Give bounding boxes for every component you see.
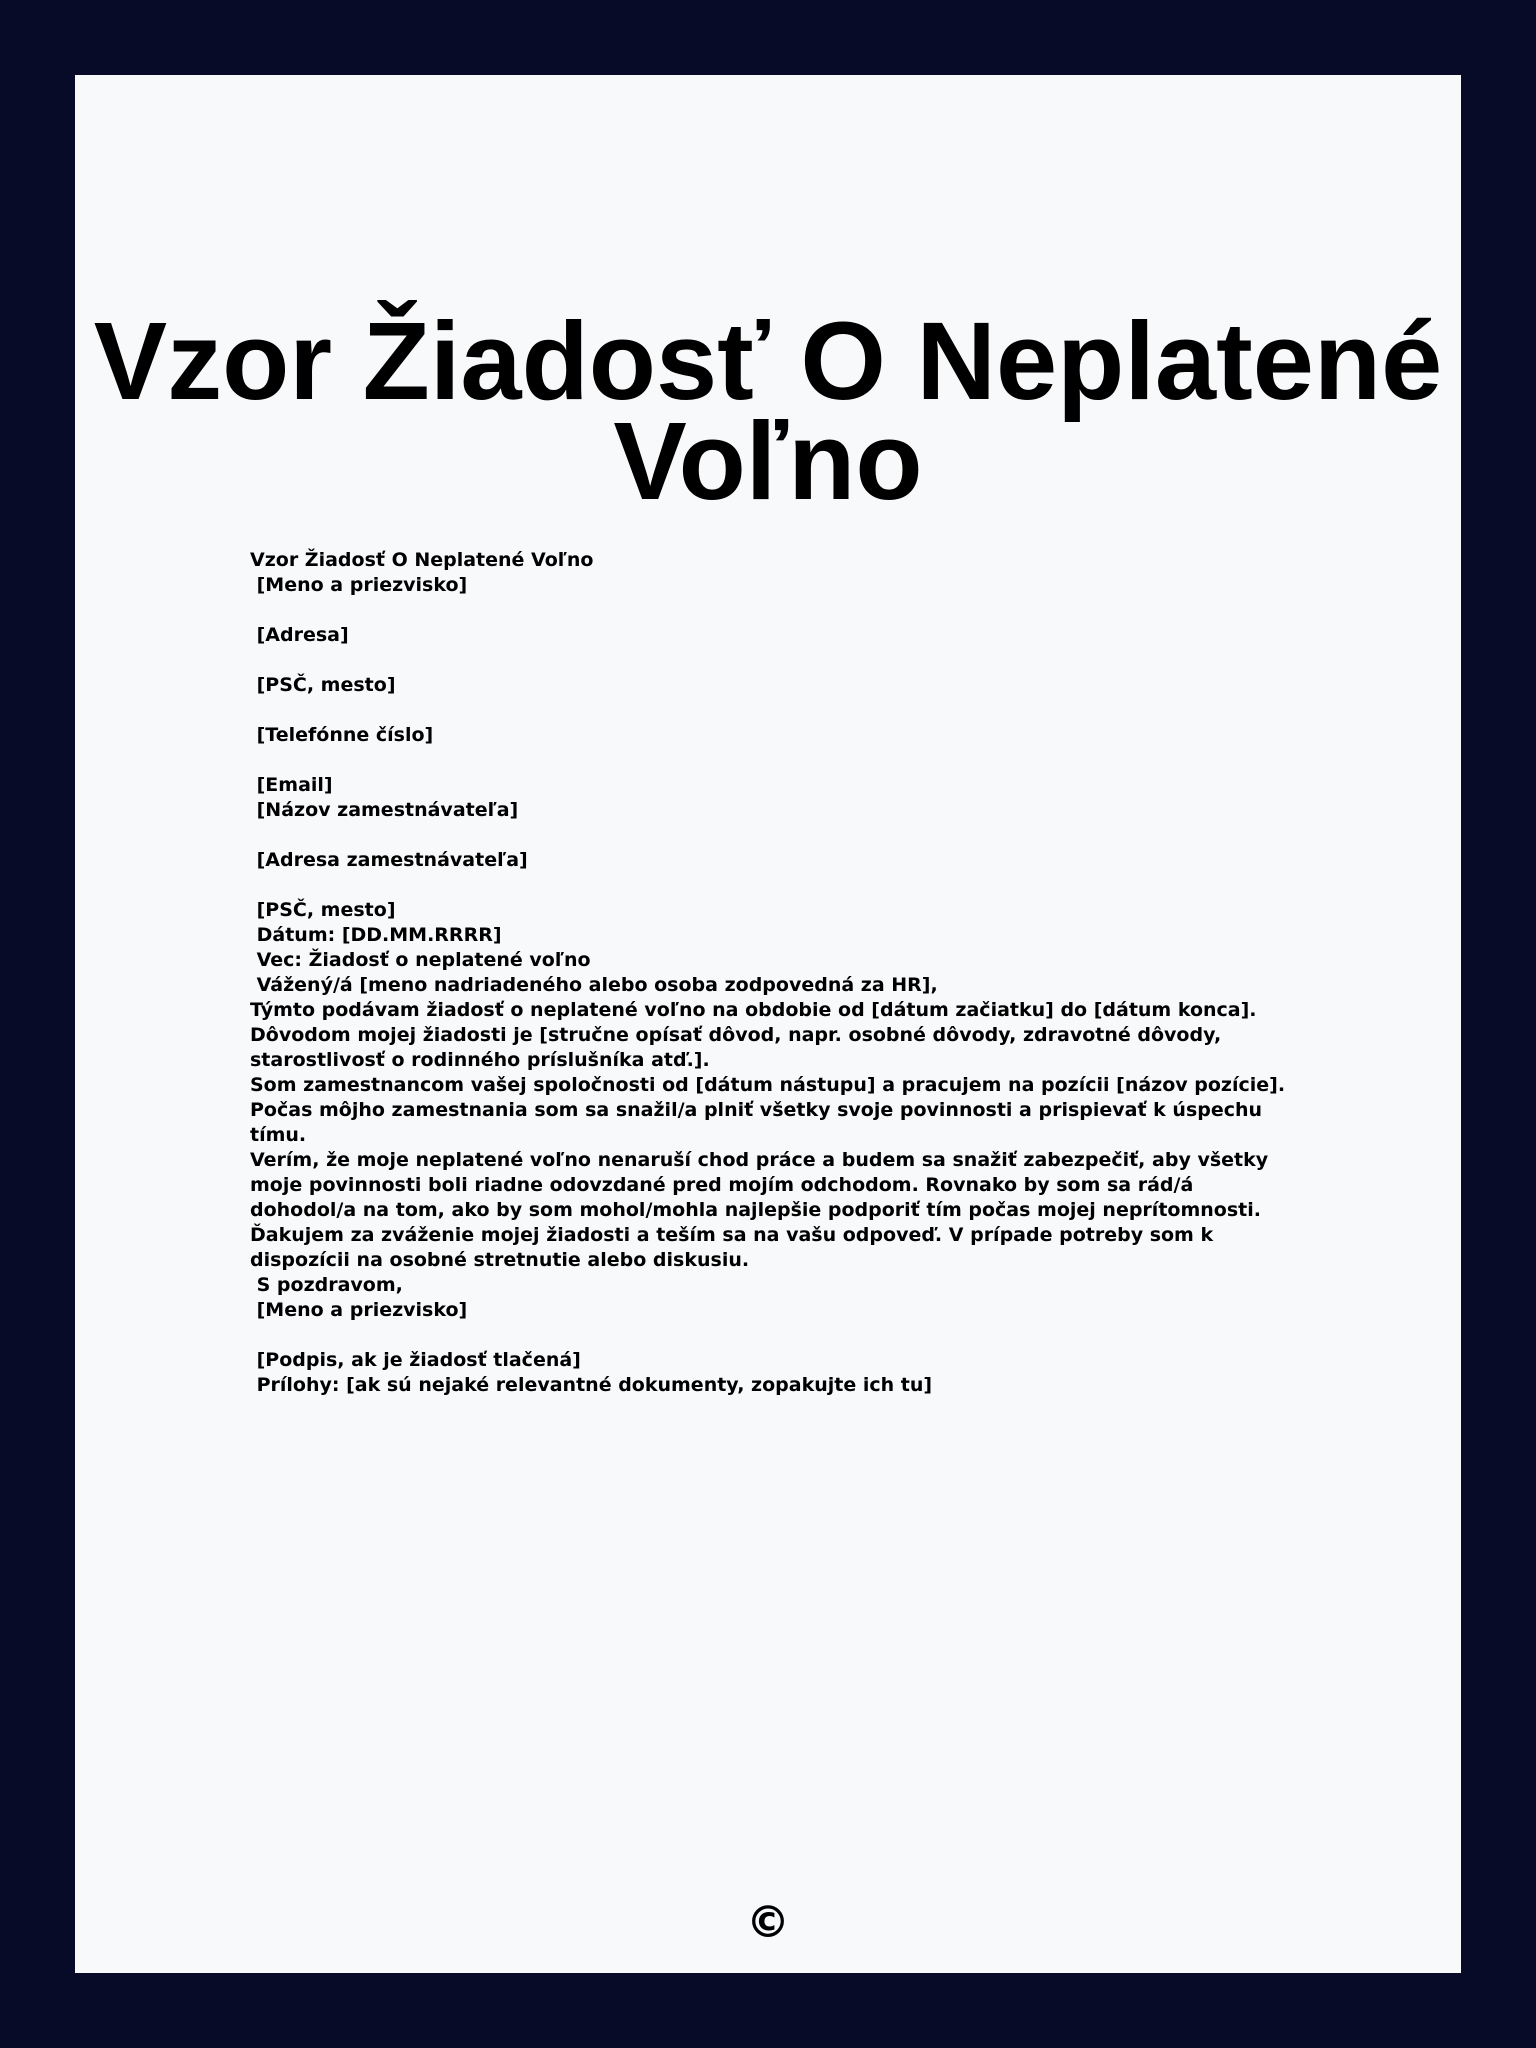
- blank-line: [250, 698, 1290, 723]
- blank-line: [250, 1323, 1290, 1348]
- letter-date: Dátum: [DD.MM.RRRR]: [250, 924, 502, 946]
- blank-line: [250, 648, 1290, 673]
- letter-paragraph-2: Som zamestnancom vašej spoločnosti od [dátum nástupu] a pracujem na pozícii [názov pozície]. Počas môjho zamestnania som sa snažil/a plniť všetky svoje povinnosti a prispievať k úspechu tímu.: [250, 1074, 1286, 1146]
- blank-line: [250, 598, 1290, 623]
- sender-address: [Adresa]: [250, 624, 349, 646]
- letter-body: [250, 548, 1290, 1398]
- letter-salutation: Vážený/á [meno nadriadeného alebo osoba zodpovedná za HR],: [250, 974, 938, 996]
- blank-line: [250, 748, 1290, 773]
- copyright-icon: ©: [746, 1897, 790, 1948]
- document-page: [75, 75, 1461, 1973]
- letter-paragraph-1: Týmto podávam žiadosť o neplatené voľno na obdobie od [dátum začiatku] do [dátum konca]. Dôvodom mojej žiadosti je [stručne opísať dôvod, napr. osobné dôvody, zdravotné dôvody, starostlivosť o rodinného príslušníka atď.].: [250, 999, 1257, 1071]
- letter-subject: Vec: Žiadosť o neplatené voľno: [250, 949, 591, 971]
- signature-placeholder: [Podpis, ak je žiadosť tlačená]: [250, 1349, 581, 1371]
- signature-name: [Meno a priezvisko]: [250, 1299, 468, 1321]
- sender-email: [Email]: [250, 774, 333, 796]
- letter-closing: S pozdravom,: [250, 1274, 403, 1296]
- letter-paragraph-4: Ďakujem za zváženie mojej žiadosti a teším sa na vašu odpoveď. V prípade potreby som k dispozícii na osobné stretnutie alebo diskusiu.: [250, 1224, 1214, 1271]
- sender-phone: [Telefónne číslo]: [250, 724, 434, 746]
- blank-line: [250, 873, 1290, 898]
- blank-line: [250, 823, 1290, 848]
- employer-address: [Adresa zamestnávateľa]: [250, 849, 528, 871]
- letter-heading: Vzor Žiadosť O Neplatené Voľno: [250, 549, 594, 571]
- employer-city: [PSČ, mesto]: [250, 899, 396, 921]
- page-title: Vzor Žiadosť O Neplatené Voľno: [93, 300, 1443, 523]
- sender-name: [Meno a priezvisko]: [250, 574, 468, 596]
- letter-paragraph-3: Verím, že moje neplatené voľno nenaruší chod práce a budem sa snažiť zabezpečiť, aby všetky moje povinnosti boli riadne odovzdané pred mojím odchodom. Rovnako by som sa rád/á dohodol/a na tom, ako by som mohol/mohla najlepšie podporiť tím počas mojej neprítomnosti.: [250, 1149, 1269, 1221]
- attachments-line: Prílohy: [ak sú nejaké relevantné dokumenty, zopakujte ich tu]: [250, 1374, 933, 1396]
- sender-city: [PSČ, mesto]: [250, 674, 396, 696]
- employer-name: [Názov zamestnávateľa]: [250, 799, 519, 821]
